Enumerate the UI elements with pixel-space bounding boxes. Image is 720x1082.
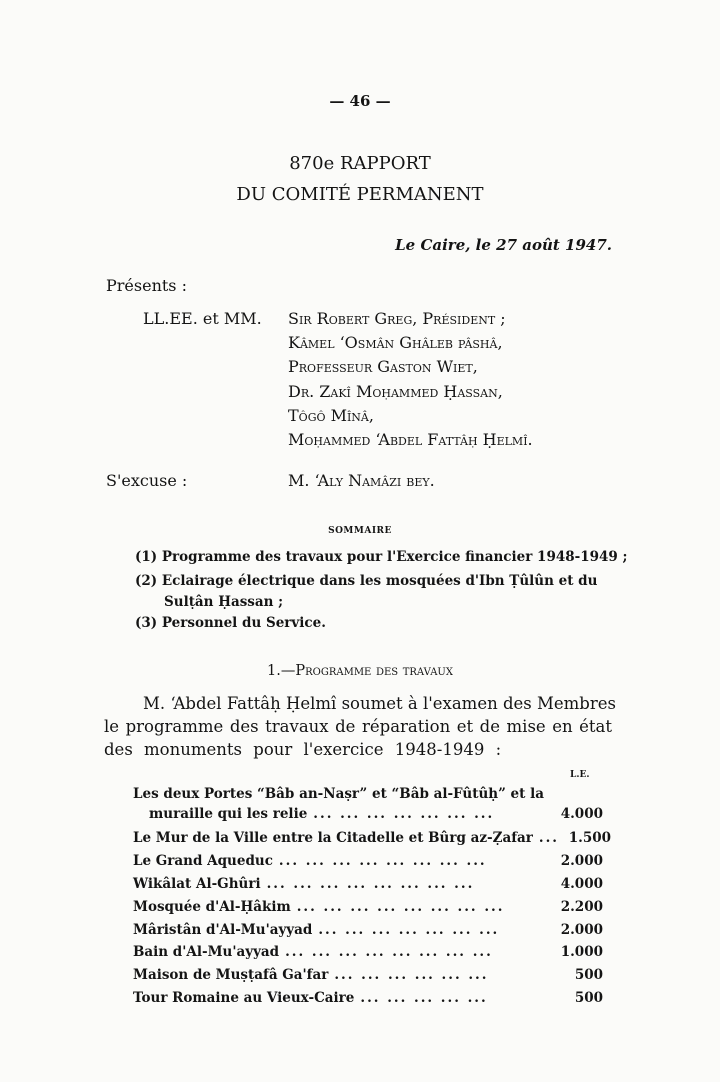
paragraph-line: M. ʻAbdel Fattâḥ Ḥelmî soumet à l'examen des Membres <box>143 694 616 713</box>
paragraph-line: le programme des travaux de réparation et de mise en état <box>104 717 612 736</box>
page-number: — 46 — <box>329 92 391 110</box>
budget-row-description: Les deux Portes “Bâb an-Naṣr” et “Bâb al-Fûtûḥ” et la <box>133 786 544 802</box>
section-heading: 1.—Programme des travaux <box>267 663 453 679</box>
budget-row <box>133 899 603 921</box>
member-line: Moḥammed ʻAbdel Fattâḥ Ḥelmî. <box>288 430 533 449</box>
budget-row-description: Mâristân d'Al-Mu'ayyad <box>133 922 313 938</box>
budget-row-description: Wikâlat Al-Ghûri <box>133 876 261 892</box>
member-line: Dr. Zakî Moḥammed Ḥassan, <box>288 382 503 401</box>
budget-row <box>133 990 603 1012</box>
sommaire-heading: SOMMAIRE <box>328 526 392 536</box>
member-line: Tôgô Mînâ, <box>288 406 374 425</box>
budget-row-description: Mosquée d'Al-Ḥâkim <box>133 899 291 915</box>
report-title-committee: DU COMITÉ PERMANENT <box>236 184 484 205</box>
report-date: Le Caire, le 27 août 1947. <box>395 236 612 254</box>
budget-row-description: muraille qui les relie <box>149 806 308 822</box>
summary-item-continuation: Sulṭân Ḥassan ; <box>164 594 284 610</box>
budget-row-amount: 500 <box>574 967 603 983</box>
budget-row <box>133 944 603 966</box>
budget-row-amount: 4.000 <box>560 876 603 892</box>
budget-row-description: Le Mur de la Ville entre la Citadelle et Bûrg az-Ẓafar <box>133 830 533 846</box>
leader-dots: ... <box>538 830 560 846</box>
summary-item: (2) Eclairage électrique dans les mosquées d'Ibn Ṭûlûn et du <box>135 573 598 589</box>
budget-row-amount: 4.000 <box>560 806 603 822</box>
budget-row-amount: 2.000 <box>560 922 603 938</box>
paragraph-line: des monuments pour l'exercice 1948-1949 : <box>104 740 502 759</box>
budget-row <box>149 806 603 828</box>
leader-dots: ... ... ... ... ... ... ... ... <box>285 944 493 960</box>
budget-row <box>133 967 603 989</box>
excused-member: M. ʻAly Namâzi bey. <box>288 471 435 490</box>
budget-row <box>133 922 603 944</box>
currency-label: L.E. <box>570 770 590 780</box>
leader-dots: ... ... ... ... ... ... ... ... <box>278 853 487 869</box>
leader-dots: ... ... ... ... ... ... <box>334 967 489 983</box>
budget-row-description: Maison de Muṣṭafâ Ga'far <box>133 967 329 983</box>
budget-row-amount: 1.000 <box>560 944 603 960</box>
summary-item: (1) Programme des travaux pour l'Exercice financier 1948-1949 ; <box>135 549 628 565</box>
leader-dots: ... ... ... ... ... ... ... ... <box>266 876 475 892</box>
excused-label: S'excuse : <box>106 471 188 490</box>
leader-dots: ... ... ... ... ... ... ... <box>318 922 500 938</box>
budget-row-description: Tour Romaine au Vieux-Caire <box>133 990 355 1006</box>
report-title-number: 870e RAPPORT <box>289 153 431 174</box>
member-line: Sir Robert Greg, Président ; <box>288 309 506 328</box>
budget-row <box>133 786 603 808</box>
presents-label: Présents : <box>106 276 187 295</box>
members-group-label: LL.EE. et MM. <box>143 309 262 328</box>
summary-item: (3) Personnel du Service. <box>135 615 326 631</box>
budget-row <box>133 876 603 898</box>
budget-row-amount: 2.000 <box>560 853 603 869</box>
leader-dots: ... ... ... ... ... ... ... ... <box>296 899 505 915</box>
budget-row-description: Le Grand Aqueduc <box>133 853 273 869</box>
leader-dots: ... ... ... ... ... <box>360 990 488 1006</box>
budget-row <box>133 830 612 852</box>
budget-row <box>133 853 603 875</box>
budget-row-amount: 500 <box>574 990 603 1006</box>
member-line: Professeur Gaston Wiet, <box>288 357 478 376</box>
budget-row-description: Bain d'Al-Mu'ayyad <box>133 944 280 960</box>
leader-dots: ... ... ... ... ... ... ... <box>313 806 495 822</box>
budget-row-amount: 2.200 <box>560 899 603 915</box>
member-line: Kâmel ʻOsmân Ghâleb pâshâ, <box>288 333 503 352</box>
budget-row-amount: 1.500 <box>568 830 612 846</box>
